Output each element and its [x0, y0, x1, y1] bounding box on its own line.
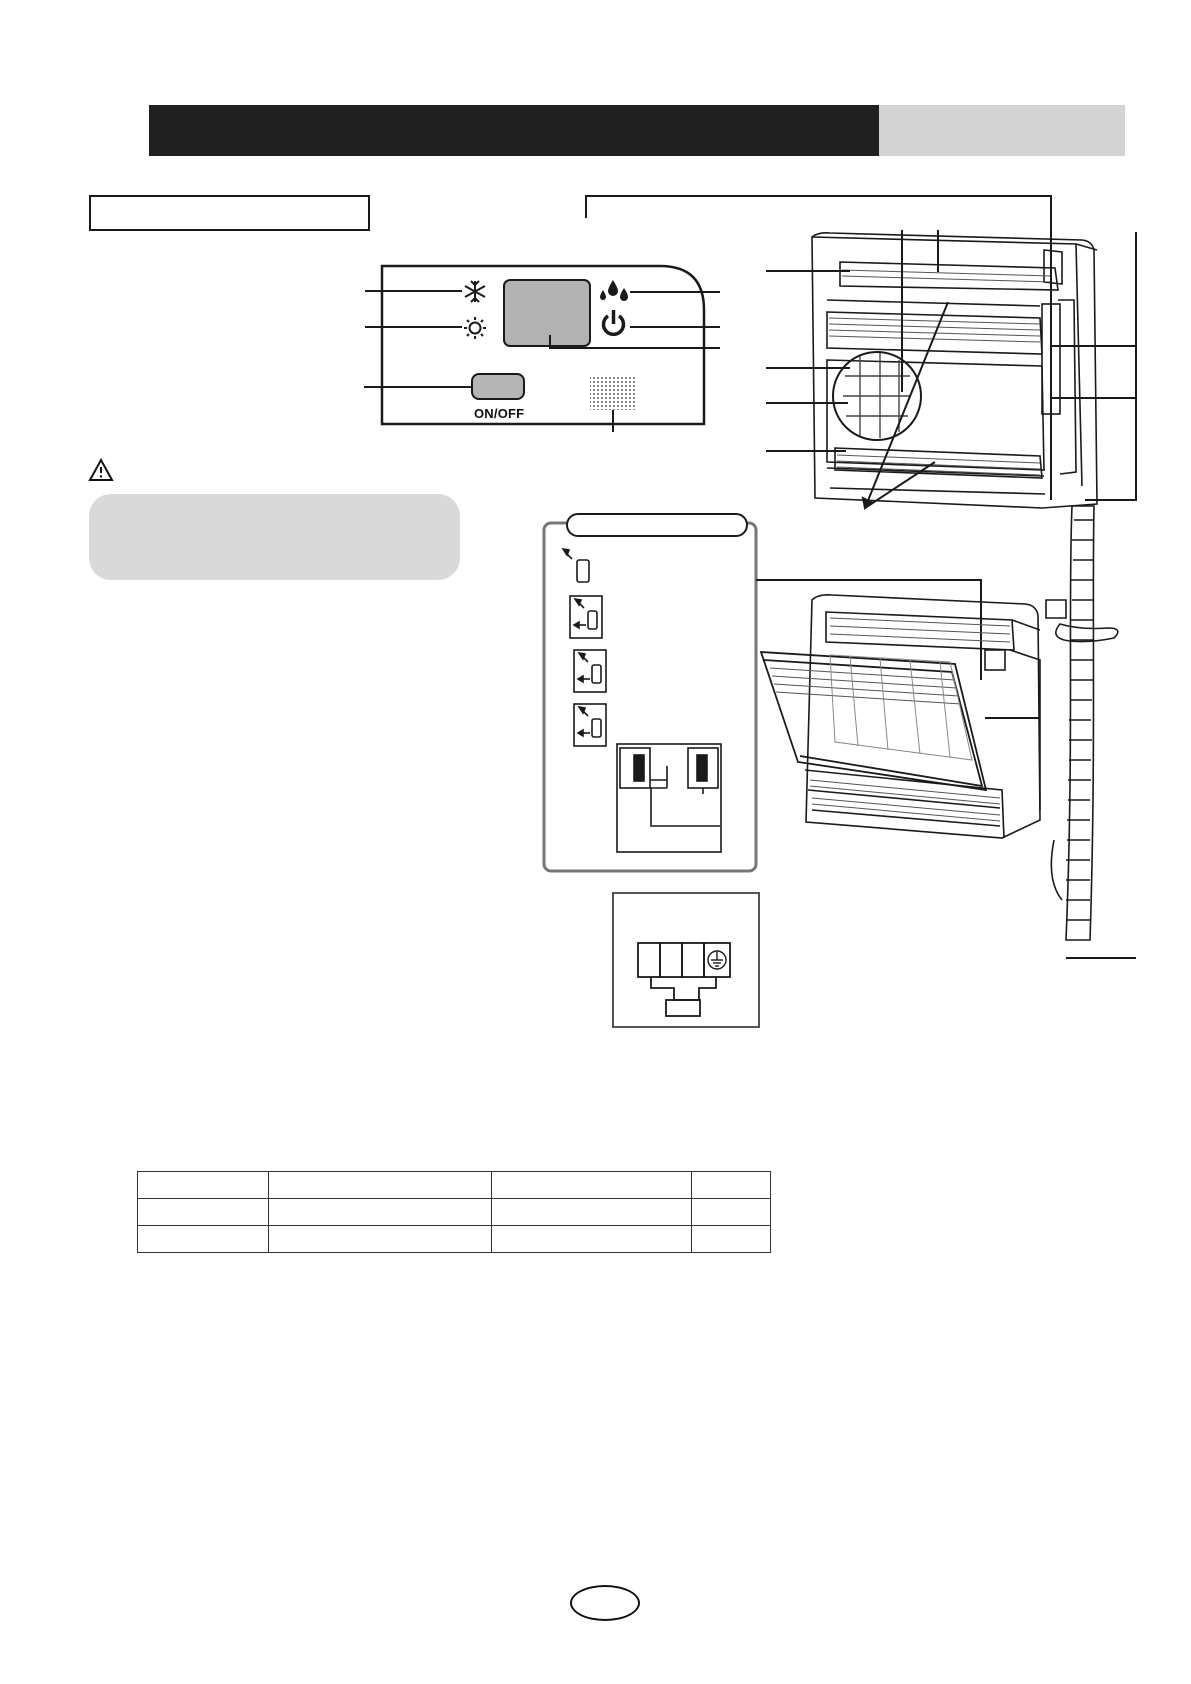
- table-cell: [269, 1199, 492, 1226]
- table-cell: [692, 1226, 771, 1253]
- snowflake-icon: [465, 281, 485, 302]
- table-cell: [492, 1172, 692, 1199]
- table-cell: [138, 1172, 269, 1199]
- table-row: [138, 1172, 771, 1199]
- warning-triangle-icon: [88, 458, 114, 482]
- airflow-mode-icon-3: [574, 650, 606, 692]
- table-cell: [692, 1199, 771, 1226]
- table-row: [138, 1226, 771, 1253]
- onoff-label: ON/OFF: [474, 406, 525, 421]
- table-cell: [138, 1199, 269, 1226]
- ground-symbol-icon: [708, 951, 726, 969]
- airflow-sync-diagram: [617, 744, 721, 852]
- airflow-mode-icon-2: [570, 596, 602, 638]
- table-cell: [492, 1226, 692, 1253]
- drain-pipe: [1046, 506, 1118, 940]
- page-number-oval: [570, 1585, 640, 1621]
- indoor-unit-front: [812, 233, 1097, 508]
- terminal-box: [613, 893, 759, 1027]
- receiver-grille: [590, 376, 636, 410]
- airflow-mode-icon-1: [563, 549, 589, 582]
- table-row: [138, 1199, 771, 1226]
- spec-table: [137, 1171, 771, 1253]
- power-icon: [603, 310, 623, 334]
- table-cell: [692, 1172, 771, 1199]
- sun-icon: [464, 317, 486, 339]
- table-cell: [138, 1226, 269, 1253]
- note-box: [89, 494, 460, 580]
- airflow-panel: [544, 523, 756, 871]
- water-drops-icon: [600, 280, 628, 301]
- onoff-button: [472, 374, 524, 399]
- table-cell: [492, 1199, 692, 1226]
- table-cell: [269, 1172, 492, 1199]
- airflow-panel-title: [567, 514, 747, 536]
- display-window: [504, 280, 590, 346]
- table-cell: [269, 1226, 492, 1253]
- airflow-mode-icon-4: [574, 704, 606, 746]
- indoor-unit-open: [805, 595, 1040, 838]
- terminal-block: [638, 943, 730, 1016]
